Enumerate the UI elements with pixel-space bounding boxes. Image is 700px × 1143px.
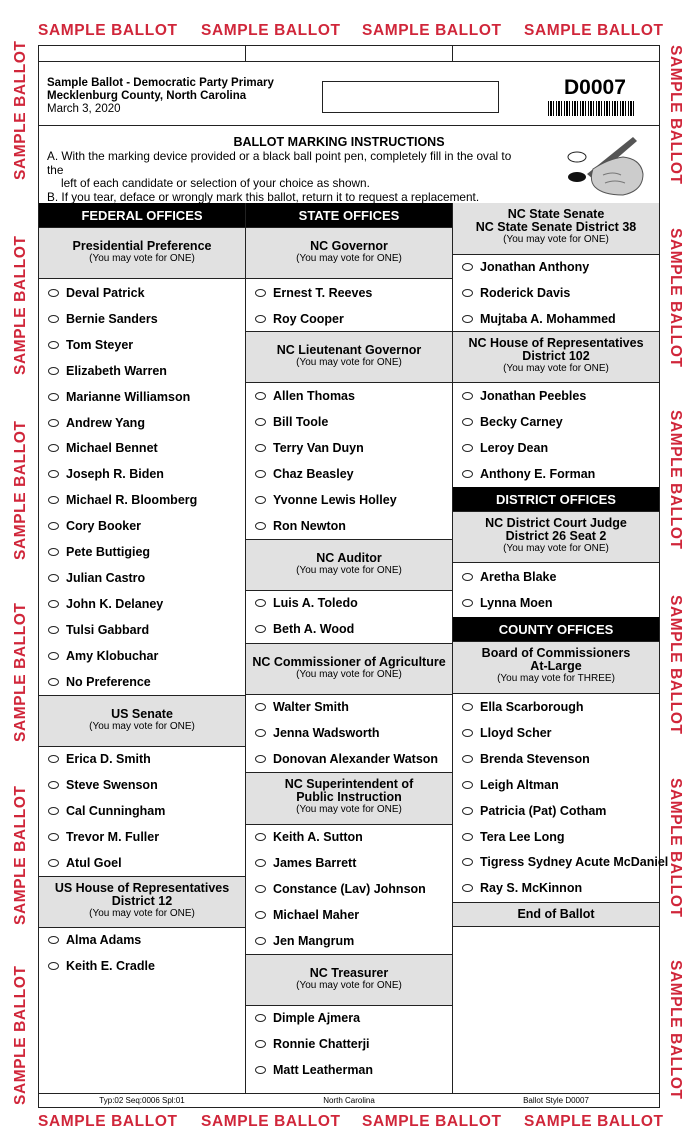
watermark-left-6: SAMPLE BALLOT — [12, 965, 29, 1105]
candidate-name: Alma Adams — [66, 933, 142, 947]
vote-oval[interactable] — [48, 444, 59, 452]
candidate-option[interactable] — [39, 514, 245, 540]
contest-title: NC Commissioner of Agriculture — [252, 655, 446, 669]
contest-title: NC Treasurer — [309, 966, 389, 980]
vote-oval[interactable] — [255, 937, 266, 945]
candidate-name: Joseph R. Biden — [66, 467, 164, 482]
candidate-option[interactable] — [39, 436, 245, 462]
contest-board-of-commissioners — [453, 641, 659, 694]
vote-for-instruction: (You may vote for ONE) — [296, 804, 402, 815]
candidate-option[interactable] — [453, 850, 669, 876]
vote-oval[interactable] — [48, 652, 59, 660]
candidate-name: Erica D. Smith — [66, 752, 151, 766]
candidate-option[interactable] — [246, 462, 452, 488]
candidate-option[interactable] — [246, 721, 452, 747]
candidate-name: Lynna Moen — [480, 595, 553, 610]
candidate-name: Yvonne Lewis Holley — [273, 492, 397, 507]
vote-for-instruction: (You may vote for ONE) — [503, 543, 609, 554]
vote-oval[interactable] — [462, 392, 473, 400]
candidate-name: Keith A. Sutton — [273, 830, 363, 844]
vote-for-instruction: (You may vote for THREE) — [497, 673, 615, 684]
vote-oval[interactable] — [48, 393, 59, 401]
candidate-name: Aretha Blake — [480, 570, 557, 584]
header-date: March 3, 2020 — [47, 103, 121, 115]
candidate-option[interactable] — [39, 825, 245, 851]
candidate-option[interactable] — [246, 695, 452, 721]
vote-oval[interactable] — [255, 1066, 266, 1074]
contest-title-line-1: NC State Senate — [507, 207, 605, 221]
candidate-option[interactable] — [453, 307, 659, 333]
candidate-name: Andrew Yang — [66, 415, 145, 430]
contest-nc-state-senate — [453, 203, 659, 255]
header-box — [322, 81, 499, 113]
vote-oval[interactable] — [48, 367, 59, 375]
candidate-option[interactable] — [246, 929, 452, 955]
vote-oval[interactable] — [255, 755, 266, 763]
candidate-option[interactable] — [453, 825, 659, 851]
vote-for-instruction: (You may vote for ONE) — [503, 363, 609, 374]
contest-title-line-2: Public Instruction — [296, 790, 402, 804]
vote-oval[interactable] — [48, 574, 59, 582]
candidate-name: No Preference — [66, 674, 151, 689]
contest-us-house — [39, 876, 245, 928]
vote-oval[interactable] — [462, 599, 473, 607]
candidate-option[interactable] — [39, 644, 245, 670]
candidate-option[interactable] — [453, 410, 659, 436]
candidate-name: Michael R. Bloomberg — [66, 493, 198, 508]
vote-oval[interactable] — [255, 392, 266, 400]
candidate-name: Jen Mangrum — [273, 933, 355, 948]
vote-oval[interactable] — [255, 444, 266, 452]
candidate-name: Donovan Alexander Watson — [273, 751, 439, 766]
candidate-option[interactable] — [246, 825, 452, 851]
watermark-bottom-3: SAMPLE BALLOT — [362, 1113, 502, 1130]
candidate-name: Ron Newton — [273, 518, 346, 533]
vote-for-instruction: (You may vote for ONE) — [89, 908, 195, 919]
vote-oval[interactable] — [48, 678, 59, 686]
vote-oval[interactable] — [462, 884, 473, 892]
candidate-option[interactable] — [39, 385, 245, 411]
candidate-name: Michael Bennet — [66, 441, 158, 456]
candidate-name: Chaz Beasley — [273, 466, 354, 481]
candidate-option[interactable] — [246, 436, 452, 462]
watermark-top-4: SAMPLE BALLOT — [524, 22, 664, 39]
vote-oval[interactable] — [462, 263, 473, 271]
candidate-name: Beth A. Wood — [273, 621, 355, 636]
candidate-name: Roy Cooper — [273, 311, 344, 326]
contest-title-line-1: NC District Court Judge — [485, 516, 627, 530]
vote-oval[interactable] — [48, 419, 59, 427]
candidate-name: Tom Steyer — [66, 337, 134, 352]
contest-nc-superintendent — [246, 772, 452, 825]
candidate-option[interactable] — [246, 747, 452, 773]
vote-for-instruction: (You may vote for ONE) — [89, 253, 195, 264]
vote-oval[interactable] — [255, 522, 266, 530]
candidate-name: Amy Klobuchar — [66, 648, 159, 663]
contest-nc-agriculture — [246, 643, 452, 695]
candidate-option[interactable] — [39, 773, 245, 799]
vote-oval[interactable] — [462, 289, 473, 297]
candidate-option[interactable] — [453, 773, 659, 799]
candidate-name: Leroy Dean — [480, 440, 549, 455]
vote-for-instruction: (You may vote for ONE) — [296, 565, 402, 576]
watermark-top-3: SAMPLE BALLOT — [362, 22, 502, 39]
vote-oval[interactable] — [48, 781, 59, 789]
contest-title-line-2: District 12 — [111, 894, 173, 908]
instruction-a-cont: left of each candidate or selection of your choice as shown. — [61, 176, 370, 190]
candidate-name: Lloyd Scher — [480, 725, 552, 740]
watermark-right-3: SAMPLE BALLOT — [667, 410, 684, 550]
vote-oval[interactable] — [255, 470, 266, 478]
candidate-option[interactable] — [39, 488, 245, 514]
candidate-option[interactable] — [453, 721, 659, 747]
vote-oval[interactable] — [462, 755, 473, 763]
candidate-name: Cory Booker — [66, 519, 142, 534]
candidate-option[interactable] — [246, 851, 452, 877]
watermark-bottom-2: SAMPLE BALLOT — [201, 1113, 341, 1130]
candidate-name: Pete Buttigieg — [66, 545, 151, 559]
watermark-left-3: SAMPLE BALLOT — [12, 420, 29, 560]
candidate-option[interactable] — [453, 436, 659, 462]
vote-for-instruction: (You may vote for ONE) — [296, 253, 402, 264]
vote-oval[interactable] — [48, 755, 59, 763]
contest-district-court-judge — [453, 511, 659, 563]
contest-presidential-preference — [39, 227, 245, 279]
vote-oval[interactable] — [48, 962, 59, 970]
vote-oval[interactable] — [255, 599, 266, 607]
candidate-option[interactable] — [39, 799, 245, 825]
vote-oval[interactable] — [255, 315, 266, 323]
instruction-b: B. If you tear, deface or wrongly mark this ballot, return it to request a replacement. — [47, 189, 480, 204]
contest-title-line-2: At-Large — [530, 659, 582, 673]
vote-oval[interactable] — [462, 858, 473, 866]
candidate-name: Marianne Williamson — [66, 389, 191, 404]
watermark-top-2: SAMPLE BALLOT — [201, 22, 341, 39]
candidate-name: Tigress Sydney Acute McDaniel — [480, 855, 669, 870]
vote-oval[interactable] — [462, 833, 473, 841]
watermark-right-4: SAMPLE BALLOT — [667, 595, 684, 735]
candidate-option[interactable] — [453, 799, 659, 825]
watermark-right-2: SAMPLE BALLOT — [667, 228, 684, 368]
vote-oval[interactable] — [255, 833, 266, 841]
ballot-id: D0007 — [564, 76, 626, 99]
candidate-option[interactable] — [453, 747, 659, 773]
candidate-option[interactable] — [39, 359, 245, 385]
vote-oval[interactable] — [48, 600, 59, 608]
header-line-2: Mecklenburg County, North Carolina — [47, 90, 247, 102]
candidate-name: Dimple Ajmera — [273, 1011, 361, 1025]
vote-for-instruction: (You may vote for ONE) — [89, 721, 195, 732]
vote-for-instruction: (You may vote for ONE) — [296, 669, 402, 680]
candidate-name: Leigh Altman — [480, 777, 559, 792]
contest-title: Presidential Preference — [72, 239, 212, 253]
candidate-name: Bernie Sanders — [66, 311, 158, 326]
contest-title-line-1: NC House of Representatives — [468, 336, 644, 350]
vote-oval[interactable] — [48, 315, 59, 323]
candidate-option[interactable] — [246, 307, 452, 333]
contest-title-line-2: NC State Senate District 38 — [475, 220, 637, 234]
candidate-name: Mujtaba A. Mohammed — [480, 311, 616, 326]
instructions-title: BALLOT MARKING INSTRUCTIONS — [233, 135, 445, 149]
candidate-option[interactable] — [39, 928, 245, 954]
vote-oval[interactable] — [48, 807, 59, 815]
contest-title-line-1: Board of Commissioners — [481, 646, 631, 660]
vote-oval[interactable] — [48, 548, 59, 556]
candidate-name: Ernest T. Reeves — [273, 286, 373, 300]
contest-nc-governor — [246, 227, 452, 279]
section-county-offices: COUNTY OFFICES — [453, 617, 659, 641]
candidate-name: Cal Cunningham — [66, 803, 166, 818]
vote-oval[interactable] — [48, 470, 59, 478]
vote-oval[interactable] — [462, 470, 473, 478]
vote-oval[interactable] — [255, 911, 266, 919]
section-federal-offices: FEDERAL OFFICES — [39, 203, 245, 227]
contest-nc-lieutenant-governor — [246, 331, 452, 383]
candidate-name: Becky Carney — [480, 414, 563, 429]
vote-oval[interactable] — [48, 289, 59, 297]
watermark-right-5: SAMPLE BALLOT — [667, 778, 684, 918]
contest-us-senate — [39, 695, 245, 747]
candidate-option[interactable] — [39, 333, 245, 359]
candidate-option[interactable] — [39, 851, 245, 877]
candidate-option[interactable] — [246, 617, 452, 643]
candidate-name: Ray S. McKinnon — [480, 881, 583, 896]
candidate-option[interactable] — [246, 1032, 452, 1058]
candidate-name: Patricia (Pat) Cotham — [480, 803, 607, 818]
watermark-left-4: SAMPLE BALLOT — [12, 602, 29, 742]
watermark-right-6: SAMPLE BALLOT — [667, 960, 684, 1100]
instructions-text — [47, 150, 527, 204]
candidate-name: Trevor M. Fuller — [66, 829, 160, 844]
watermark-left-5: SAMPLE BALLOT — [12, 785, 29, 925]
candidate-option[interactable] — [39, 592, 245, 618]
candidate-name: Atul Goel — [66, 855, 122, 870]
contest-title-line-1: US House of Representatives — [54, 881, 230, 895]
candidate-option[interactable] — [39, 618, 245, 644]
candidate-name: Deval Patrick — [66, 286, 145, 300]
vote-oval[interactable] — [462, 315, 473, 323]
watermark-left-1: SAMPLE BALLOT — [12, 40, 29, 180]
candidate-option[interactable] — [246, 384, 452, 410]
vote-for-instruction: (You may vote for ONE) — [296, 980, 402, 991]
column-state-district-county — [453, 203, 669, 1093]
vote-oval[interactable] — [255, 418, 266, 426]
candidate-option[interactable] — [246, 877, 452, 903]
contest-nc-treasurer — [246, 954, 452, 1006]
candidate-option[interactable] — [453, 281, 659, 307]
ballot-header — [47, 77, 274, 116]
contest-title-line-2: District 26 Seat 2 — [505, 529, 607, 543]
vote-oval[interactable] — [48, 936, 59, 944]
candidate-name: Anthony E. Forman — [480, 466, 596, 481]
candidate-name: Michael Maher — [273, 907, 360, 922]
candidate-option[interactable] — [246, 410, 452, 436]
candidate-name: Jenna Wadsworth — [273, 725, 380, 740]
instruction-a: A. With the marking device provided or a black ball point pen, completely fill in the oval to the — [47, 149, 512, 177]
contest-title: US Senate — [111, 707, 173, 721]
candidate-name: Tulsi Gabbard — [66, 622, 150, 637]
watermark-bottom-1: SAMPLE BALLOT — [38, 1113, 178, 1130]
watermark-right-1: SAMPLE BALLOT — [667, 45, 684, 185]
candidate-name: Terry Van Duyn — [273, 440, 364, 455]
candidate-option[interactable] — [39, 954, 245, 980]
footer-left: Typ:02 Seq:0006 Spl:01 — [99, 1096, 185, 1105]
vote-oval[interactable] — [462, 729, 473, 737]
candidate-name: Matt Leatherman — [273, 1062, 374, 1077]
vote-oval[interactable] — [462, 573, 473, 581]
candidate-name: Jonathan Peebles — [480, 389, 587, 403]
footer-center: North Carolina — [323, 1096, 375, 1105]
vote-oval[interactable] — [255, 1040, 266, 1048]
vote-oval[interactable] — [462, 807, 473, 815]
candidate-option[interactable] — [453, 876, 659, 902]
candidate-option[interactable] — [453, 462, 659, 488]
header-line-1: Sample Ballot - Democratic Party Primary — [47, 77, 274, 89]
candidate-option[interactable] — [39, 566, 245, 592]
candidate-option[interactable] — [39, 281, 245, 307]
vote-oval[interactable] — [255, 729, 266, 737]
candidate-option[interactable] — [39, 540, 245, 566]
vote-oval[interactable] — [255, 625, 266, 633]
vote-oval[interactable] — [255, 289, 266, 297]
vote-oval[interactable] — [48, 341, 59, 349]
contest-title: NC Lieutenant Governor — [276, 343, 422, 357]
candidate-option[interactable] — [246, 514, 452, 540]
candidate-option[interactable] — [39, 307, 245, 333]
contest-title: NC Governor — [310, 239, 388, 253]
vote-for-instruction: (You may vote for ONE) — [503, 234, 609, 245]
candidate-name: Steve Swenson — [66, 777, 158, 792]
candidate-option[interactable] — [453, 565, 659, 591]
vote-oval[interactable] — [255, 703, 266, 711]
candidate-name: Walter Smith — [273, 700, 349, 714]
divider — [39, 125, 659, 126]
candidate-option[interactable] — [246, 903, 452, 929]
section-district-offices: DISTRICT OFFICES — [453, 487, 659, 511]
candidate-name: Luis A. Toledo — [273, 596, 358, 610]
candidate-option[interactable] — [39, 411, 245, 437]
contest-nc-house — [453, 331, 659, 383]
column-state — [246, 203, 452, 1093]
candidate-option[interactable] — [39, 747, 245, 773]
candidate-name: Constance (Lav) Johnson — [273, 881, 426, 896]
candidate-name: Roderick Davis — [480, 285, 571, 300]
ballot-sheet — [38, 45, 669, 1108]
candidate-name: James Barrett — [273, 855, 357, 870]
contest-title: NC Auditor — [316, 551, 382, 565]
candidate-name: Bill Toole — [273, 414, 329, 429]
vote-oval[interactable] — [48, 833, 59, 841]
candidate-option[interactable] — [246, 488, 452, 514]
watermark-top-1: SAMPLE BALLOT — [38, 22, 178, 39]
candidate-name: Keith E. Cradle — [66, 958, 155, 973]
candidate-name: John K. Delaney — [66, 596, 164, 611]
candidate-option[interactable] — [453, 591, 659, 617]
contest-title-line-1: NC Superintendent of — [284, 777, 414, 791]
candidate-option[interactable] — [246, 1006, 452, 1032]
candidate-option[interactable] — [453, 384, 659, 410]
candidate-name: Ronnie Chatterji — [273, 1036, 370, 1051]
column-federal — [39, 203, 245, 1093]
vote-oval[interactable] — [255, 885, 266, 893]
candidate-option[interactable] — [453, 695, 659, 721]
vote-oval[interactable] — [255, 859, 266, 867]
candidate-option[interactable] — [39, 670, 245, 696]
candidate-name: Allen Thomas — [273, 389, 355, 403]
vote-oval[interactable] — [462, 703, 473, 711]
candidate-option[interactable] — [246, 591, 452, 617]
candidate-option[interactable] — [246, 281, 452, 307]
top-strip — [39, 46, 659, 62]
watermark-left-2: SAMPLE BALLOT — [12, 235, 29, 375]
section-state-offices: STATE OFFICES — [246, 203, 452, 227]
candidate-name: Ella Scarborough — [480, 700, 584, 714]
contest-title-line-2: District 102 — [522, 349, 590, 363]
candidate-name: Julian Castro — [66, 570, 146, 585]
candidate-name: Jonathan Anthony — [480, 260, 590, 274]
footer-right: Ballot Style D0007 — [523, 1096, 589, 1105]
candidate-name: Elizabeth Warren — [66, 363, 167, 378]
candidate-option[interactable] — [39, 462, 245, 488]
vote-oval[interactable] — [48, 859, 59, 867]
vote-oval[interactable] — [48, 496, 59, 504]
vote-oval[interactable] — [255, 496, 266, 504]
barcode — [548, 101, 634, 116]
vote-oval[interactable] — [48, 626, 59, 634]
vote-oval[interactable] — [462, 444, 473, 452]
contest-nc-auditor — [246, 539, 452, 591]
watermark-bottom-4: SAMPLE BALLOT — [524, 1113, 664, 1130]
end-of-ballot: End of Ballot — [453, 902, 659, 927]
vote-oval[interactable] — [255, 1014, 266, 1022]
candidate-option[interactable] — [246, 1058, 452, 1084]
hand-marking-illustration — [563, 129, 645, 197]
candidate-option[interactable] — [453, 255, 659, 281]
candidate-name: Brenda Stevenson — [480, 751, 590, 766]
vote-oval[interactable] — [462, 781, 473, 789]
vote-oval[interactable] — [48, 522, 59, 530]
candidate-name: Tera Lee Long — [480, 829, 565, 844]
vote-oval[interactable] — [462, 418, 473, 426]
vote-for-instruction: (You may vote for ONE) — [296, 357, 402, 368]
